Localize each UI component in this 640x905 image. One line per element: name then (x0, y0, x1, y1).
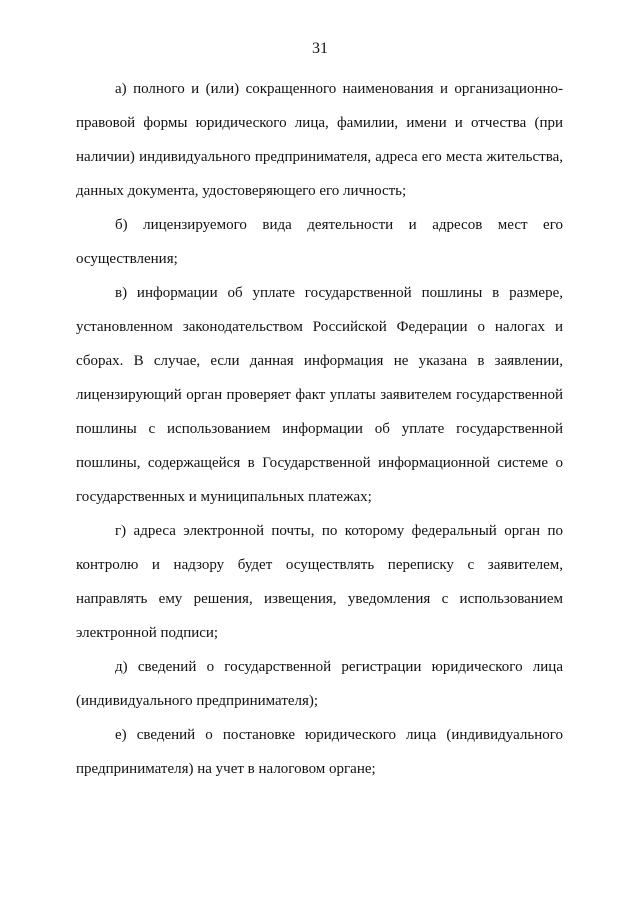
paragraph-d: д) сведений о государственной регистрации юридического лица (индивидуального предпринимателя); (76, 659, 563, 709)
paragraph-v: в) информации об уплате государственной пошлины в размере, установленном законодательством Российской Федерации о налогах и сборах. В случае, если данная информация не указана в заявлении, лицензирующий орган проверяет факт уплаты заявителем государственной пошлины с использованием информации об уплате государственной пошлины, содержащейся в Государственной информационной системе о государственных и муниципальных платежах; (76, 285, 563, 505)
page-number: 31 (312, 40, 328, 57)
paragraph-b: б) лицензируемого вида деятельности и адресов мест его осуществления; (76, 217, 563, 267)
document-body (76, 72, 563, 786)
paragraph-a: а) полного и (или) сокращенного наименования и организационно-правовой формы юридического лица, фамилии, имени и отчества (при наличии) индивидуального предпринимателя, адреса его места жительства, данных документа, удостоверяющего его личность; (76, 81, 563, 199)
paragraph-e: е) сведений о постановке юридического лица (индивидуального предпринимателя) на учет в налоговом органе; (76, 727, 563, 777)
paragraph-g: г) адреса электронной почты, по которому федеральный орган по контролю и надзору будет осуществлять переписку с заявителем, направлять ему решения, извещения, уведомления с использованием электронной подписи; (76, 523, 563, 641)
